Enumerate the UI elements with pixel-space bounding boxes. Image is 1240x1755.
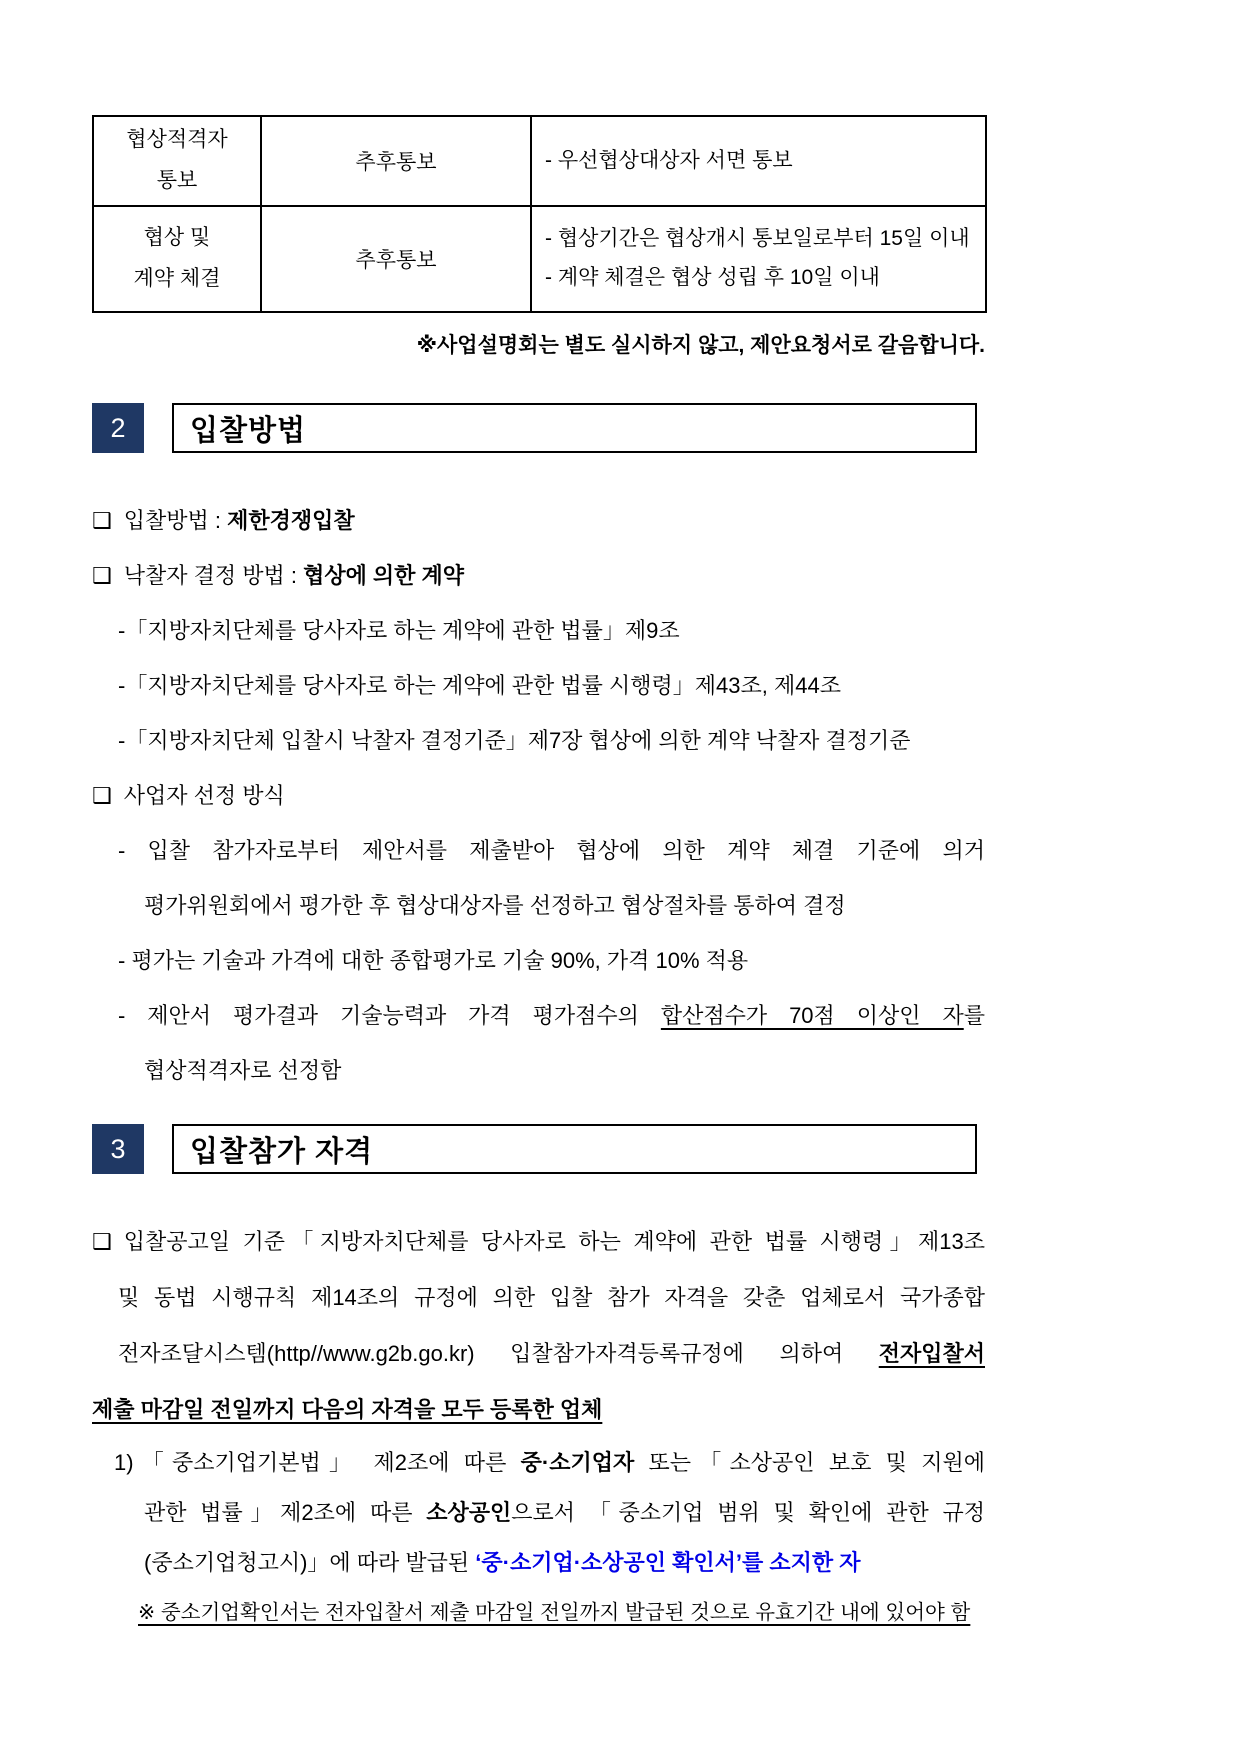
item-text: 으로서 「중소기업 범위 및 확인에 관한 규정 (511, 1500, 985, 1525)
selection-detail-1-line-2: 평가위원회에서 평가한 후 협상대상자를 선정하고 협상절차를 통하여 결정 (144, 893, 846, 918)
section-3-number-badge: 3 (92, 1124, 144, 1174)
bullet-text: 낙찰자 결정 방법 : (123, 563, 304, 588)
section-2-header (92, 403, 977, 453)
section-3-body (92, 1214, 985, 1638)
qualification-para-line-3 (92, 1326, 985, 1382)
detail-line: - 우선협상대상자 서면 통보 (545, 148, 793, 172)
table-row (93, 206, 986, 312)
section-2-title-box (172, 403, 977, 453)
stage-line: 통보 (156, 169, 198, 192)
table-cell-detail (531, 206, 986, 312)
item-1-line-1 (92, 1438, 985, 1488)
bold-underline-register: 제출 마감일 전일까지 다음의 자격을 모두 등록한 업체 (92, 1397, 603, 1422)
bold-underline-ebid: 전자입찰서 (878, 1341, 985, 1366)
item-1-note (92, 1588, 985, 1638)
bullet-bold-text: 협상에 의한 계약 (303, 563, 465, 588)
qualification-para-line-2: 및 동법 시행규칙 제14조의 규정에 의한 입찰 참가 자격을 갖춘 업체로서 국가종합 (118, 1285, 985, 1310)
detail-text: - 제안서 평가결과 기술능력과 가격 평가점수의 (118, 1003, 661, 1028)
ballot-icon: ❑ (92, 508, 112, 533)
table-cell-detail (531, 116, 986, 206)
detail-line: - 계약 체결은 협상 성립 후 10일 이내 (545, 266, 880, 289)
detail-text: 를 (963, 1003, 985, 1028)
table-row (93, 116, 986, 206)
blue-certificate-text: ‘중·소기업·소상공인 확인서’를 소지한 자 (475, 1550, 861, 1575)
table-cell-date: 추후통보 (261, 116, 531, 206)
selection-detail-1-line-1: - 입찰 참가자로부터 제안서를 제출받아 협상에 의한 계약 체결 기준에 의거 (118, 838, 985, 863)
section-2-body (92, 493, 985, 1098)
section-3-title: 입찰참가 자격 (190, 1135, 374, 1168)
selection-detail-2: - 평가는 기술과 가격에 대한 종합평가로 기술 90%, 가격 10% 적용 (118, 948, 749, 973)
table-cell-stage (93, 206, 261, 312)
stage-line: 협상 및 (143, 226, 211, 250)
bullet-text: 입찰방법 : (123, 508, 228, 533)
para-text: 전자조달시스템(http//www.g2b.go.kr) 입찰참가자격등록규정에 의하여 (118, 1341, 879, 1366)
document-content (92, 115, 985, 1638)
item-text: 1)「중소기업기본법」 제2조에 따른 (114, 1450, 521, 1475)
bullet-text: 사업자 선정 방식 (123, 783, 285, 808)
underlined-score-criteria: 합산점수가 70점 이상인 자 (660, 1003, 964, 1028)
qualification-para-line-1 (92, 1214, 985, 1270)
selection-detail-3-line-1 (92, 988, 985, 1043)
item-text: 관한 법률」제2조에 따른 (144, 1500, 427, 1525)
bullet-selection-method (92, 768, 985, 823)
underlined-note-text: ※ 중소기업확인서는 전자입찰서 제출 마감일 전일까지 발급된 것으로 유효기간 내에 있어야 함 (138, 1601, 971, 1624)
para-text: 입찰공고일 기준「지방자치단체를 당사자로 하는 계약에 관한 법률 시행령」제13조 (123, 1229, 985, 1254)
selection-detail-3-line-2: 협상적격자로 선정함 (144, 1058, 342, 1083)
section-2-title: 입찰방법 (190, 414, 307, 447)
table-cell-date: 추후통보 (261, 206, 531, 312)
table-footnote: ※사업설명회는 별도 실시하지 않고, 제안요청서로 갈음합니다. (416, 334, 985, 357)
qualification-para-line-4 (92, 1382, 985, 1438)
ballot-icon: ❑ (92, 783, 112, 808)
item-text: (중소기업청고시)」에 따라 발급된 (144, 1550, 476, 1575)
bullet-award-method (92, 548, 985, 603)
section-3-title-box (172, 1124, 977, 1174)
section-3-header (92, 1124, 977, 1174)
bullet-bid-method (92, 493, 985, 548)
bullet-bold-text: 제한경쟁입찰 (227, 508, 355, 533)
detail-line: - 협상기간은 협상개시 통보일로부터 15일 이내 (545, 227, 970, 251)
schedule-table (92, 115, 987, 313)
item-bold-small-business: 소상공인 (426, 1500, 512, 1525)
qualification-item-1 (92, 1438, 985, 1638)
law-reference-1: -「지방자치단체를 당사자로 하는 계약에 관한 법률」제9조 (118, 618, 680, 643)
table-cell-stage (93, 116, 261, 206)
item-bold-sme: 중·소기업자 (520, 1450, 635, 1475)
item-1-line-2 (92, 1488, 985, 1538)
item-1-line-3 (92, 1538, 985, 1588)
ballot-icon: ❑ (92, 563, 112, 588)
ballot-icon: ❑ (92, 1229, 112, 1254)
stage-line: 계약 체결 (133, 267, 221, 290)
item-text: 또는「소상공인 보호 및 지원에 (634, 1450, 985, 1475)
section-2-number-badge: 2 (92, 403, 144, 453)
stage-line: 협상적격자 (126, 128, 228, 152)
law-reference-3: -「지방자치단체 입찰시 낙찰자 결정기준」제7장 협상에 의한 계약 낙찰자 결정기준 (118, 728, 911, 753)
law-reference-2: -「지방자치단체를 당사자로 하는 계약에 관한 법률 시행령」제43조, 제44조 (118, 673, 841, 698)
